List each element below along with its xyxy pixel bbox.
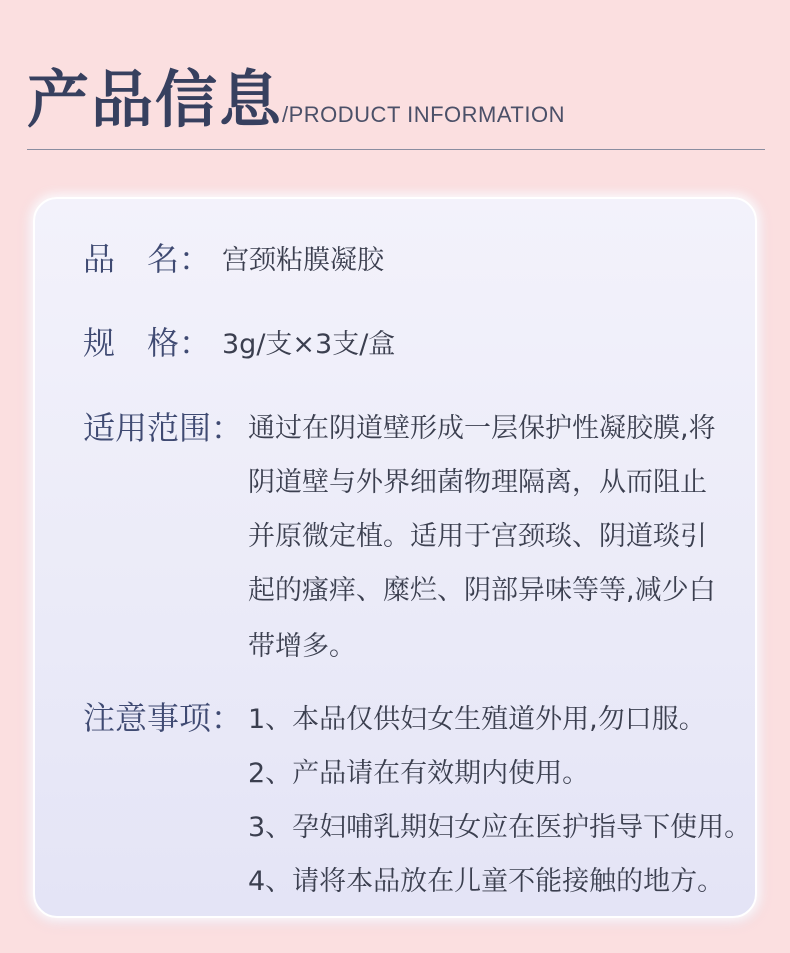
usage-line: 带增多。: [248, 631, 356, 662]
usage-label: 适用范围：: [83, 409, 244, 447]
spec-label: 规 格：: [83, 324, 212, 362]
notes-label: 注意事项：: [83, 699, 244, 737]
notes-line: 1、本品仅供妇女生殖道外用,勿口服。: [248, 704, 706, 735]
name-value: 宫颈粘膜凝胶: [222, 245, 384, 276]
name-label: 品 名：: [83, 240, 212, 278]
usage-line: 并原微定植。适用于宫颈琰、阴道琰引: [248, 521, 707, 552]
usage-line: 阴道壁与外界细菌物理隔离，从而阻止: [248, 467, 707, 498]
spec-value: 3g/支×3支/盒: [222, 329, 396, 360]
usage-line: 起的瘙痒、糜烂、阴部异味等等,减少白: [248, 575, 716, 606]
notes-line: 4、请将本品放在儿童不能接触的地方。: [248, 866, 725, 897]
usage-line: 通过在阴道壁形成一层保护性凝胶膜,将: [248, 413, 716, 444]
page-subtitle: /PRODUCT INFORMATION: [282, 102, 565, 127]
header-divider: [27, 149, 765, 150]
page-title: 产品信息: [27, 63, 284, 136]
notes-line: 2、产品请在有效期内使用。: [248, 758, 590, 789]
notes-line: 3、孕妇哺乳期妇女应在医护指导下使用。: [248, 812, 752, 843]
